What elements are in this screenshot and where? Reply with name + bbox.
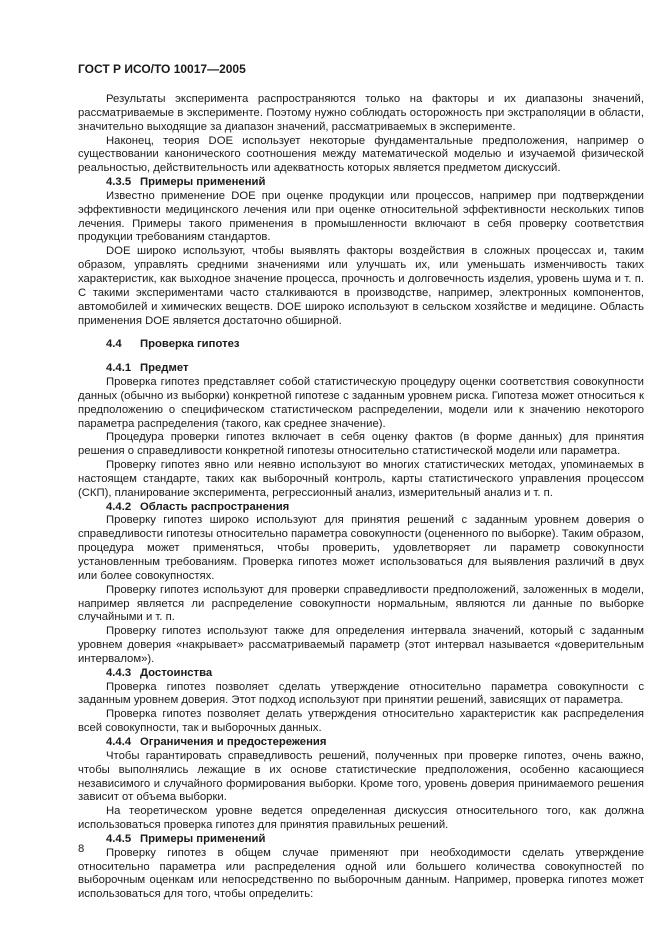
paragraph: Известно применение DOE при оценке продукции или процессов, например при подтверждении эффективности медицинского лечения или при оценке относительной эффективности нескольких типов лечения. Примеры такого применения в промышленности включают в себя проверку соответствия продукции требованиям стандартов.	[78, 189, 644, 244]
paragraph: Проверку гипотез явно или неявно используют во многих статистических методах, упоминаемых в настоящем стандарте, таких как выборочный контроль, карты статистического управления процессом (СКП), планирование эксперимента, регрессионный анализ, измерительный анализ и т. п.	[78, 459, 644, 499]
heading-number: 4.4.5	[106, 832, 132, 845]
document-header: ГОСТ Р ИСО/ТО 10017—2005	[78, 62, 246, 76]
paragraph: DOE широко используют, чтобы выявлять факторы воздействия в сложных процессах и, таким образом, управлять средними значениями или улучшать их, или уменьшать изменчивость таких характеристик, как выходное значение процесса, прочность и долговечность изделия, уровень шума и т. п. С такими экспериментами часто сталкиваются в производстве, например, электронных компонентов, автомобилей и химических веществ. DOE широко используют в сельском хозяйстве и медицине. Область применения DOE является достаточно обширной.	[78, 245, 644, 327]
heading-number: 4.4.1	[106, 362, 132, 375]
page-number: 8	[78, 843, 85, 855]
paragraph: Наконец, теория DOE использует некоторые фундаментальные предположения, например о существовании канонического соотношения между математической моделью и изучаемой физической реальностью, действительность или адекватность которых является предметом дискуссий.	[78, 134, 644, 175]
section-heading	[78, 338, 644, 352]
subsection-heading	[78, 362, 644, 376]
document-body	[78, 93, 644, 902]
paragraph: Проверку гипотез широко используют для принятия решений с заданным уровнем доверия о справедливости гипотезы относительно параметра совокупности (оцененного по выборке). Таким образом, процедура может применяться, чтобы проверить, удовлетворяет ли параметр совокупности установленным требованиям. Проверка гипотез может использоваться для выявления различий в двух или более совокупностях.	[78, 514, 645, 582]
subsection-heading	[78, 667, 644, 681]
heading-number: 4.4.4	[106, 735, 132, 748]
heading-title: Примеры применений	[140, 176, 266, 189]
subsection-heading	[78, 501, 644, 515]
heading-number: 4.4.2	[106, 500, 132, 513]
heading-number: 4.3.5	[106, 176, 132, 189]
subsection-heading	[78, 176, 644, 190]
heading-title: Примеры применений	[140, 832, 266, 845]
paragraph: Проверка гипотез позволяет делать утверждения относительно характеристик как распределения всей совокупности, так и выборочных данных.	[78, 708, 644, 735]
heading-number: 4.4	[106, 338, 122, 351]
paragraph: Проверку гипотез используют для проверки справедливости предположений, заложенных в модели, например является ли распределение совокупности нормальным, являются ли данные по выборке случайными и т. п.	[78, 583, 644, 624]
paragraph: Проверка гипотез позволяет сделать утверждение относительно параметра совокупности с заданным уровнем доверия. Этот подход используют при принятии решений, зависящих от параметра.	[78, 680, 644, 707]
paragraph: Проверка гипотез представляет собой статистическую процедуру оценки соответствия совокупности данных (обычно из выборки) конкретной гипотезе с заданным уровнем риска. Гипотеза может относиться к предположению о специфическом статистическом распределении, модели или к значению некоторого параметра распределения (такого, как среднее значение).	[78, 376, 644, 430]
heading-title: Область распространения	[140, 500, 290, 513]
heading-number: 4.4.3	[106, 666, 132, 679]
paragraph: Проверку гипотез используют также для определения интервала значений, который с заданным уровнем доверия «накрывает» рассматриваемый параметр (этот интервал называется «доверительным интервалом»).	[78, 625, 644, 665]
paragraph: Результаты эксперимента распространяются только на факторы и их диапазоны значений, рассматриваемые в эксперименте. Поэтому нужно соблюдать осторожность при экстраполяции в области, значительно выходящие за диапазон значений, рассматриваемых в эксперименте.	[78, 93, 644, 133]
paragraph: Чтобы гарантировать справедливость решений, полученных при проверке гипотез, очень важно, чтобы выполнялись лежащие в их основе статистические предположения, особенно касающиеся независимого и случайного формирования выборки. Кроме того, уровень доверия принимаемого решения зависит от объема выборки.	[78, 749, 644, 804]
heading-title: Предмет	[140, 362, 189, 375]
subsection-heading	[78, 736, 644, 750]
subsection-heading	[78, 833, 644, 847]
paragraph: Процедура проверки гипотез включает в себя оценку фактов (в форме данных) для принятия решения о справедливости конкретной гипотезы относительно статистической модели или параметра.	[78, 431, 644, 458]
paragraph: Проверку гипотез в общем случае применяют при необходимости сделать утверждение относительно параметра или распределения одной или большего количества совокупностей по выборочным оценкам или непосредственно по выборочным данным. Например, проверка гипотез может использоваться для того, чтобы определить:	[78, 846, 644, 901]
heading-title: Проверка гипотез	[140, 338, 240, 351]
paragraph: На теоретическом уровне ведется определенная дискуссия относительного того, как должна использоваться проверка гипотез для принятия правильных решений.	[78, 805, 644, 832]
heading-title: Достоинства	[140, 666, 213, 679]
heading-title: Ограничения и предостережения	[140, 735, 327, 748]
